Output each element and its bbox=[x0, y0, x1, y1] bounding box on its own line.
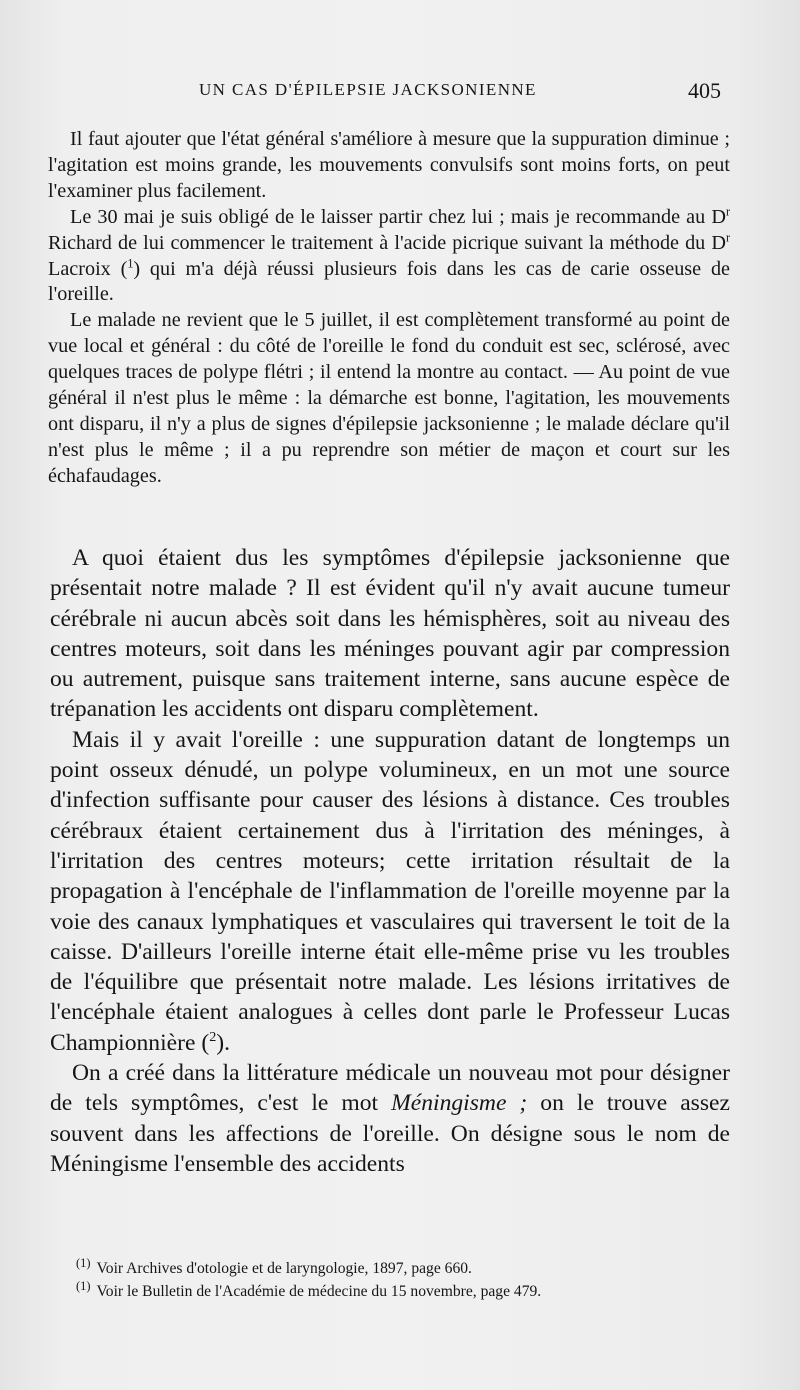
paragraph: Il faut ajouter que l'état général s'améliore à mesure que la suppuration diminue ; l'agitation est moins grande, les mouvements convulsifs sont moins forts, on peut l'examiner plus facilement. bbox=[48, 128, 730, 202]
footnote-mark: (1) bbox=[76, 1255, 91, 1270]
case-report-text bbox=[48, 127, 730, 490]
footnote-mark: (1) bbox=[76, 1278, 91, 1293]
paragraph: On a créé dans la littérature médicale un nouveau mot pour désigner de tels symptômes, c'est le mot Méningisme ; on le trouve assez souvent dans les affections de l'oreille. On désigne sous le nom de Méningisme l'ensemble des accidents bbox=[50, 1060, 730, 1177]
running-title: UN CAS D'ÉPILEPSIE JACKSONIENNE bbox=[199, 80, 537, 99]
footnote bbox=[76, 1280, 736, 1303]
italic-term: Méningisme ; bbox=[391, 1090, 528, 1117]
page-number: 405 bbox=[688, 78, 721, 103]
footnote-text: Voir le Bulletin de l'Académie de médecine du 15 novembre, page 479. bbox=[96, 1283, 542, 1300]
paragraph: Le malade ne revient que le 5 juillet, il est complètement transformé au point de vue local et général : du côté de l'oreille le fond du conduit est sec, sclérosé, avec quelques traces de polype flétri ; il entend la montre au contact. — Au point de vue général il n'est plus le même : la démarche est bonne, l'agitation, les mouvements ont disparu, il n'y a plus de signes d'épilepsie jacksonienne ; le malade déclare qu'il n'est plus le même ; il a pu reprendre son métier de maçon et court sur les échafaudages. bbox=[48, 309, 730, 487]
footnote-reference: 1 bbox=[127, 255, 134, 270]
footnote-text: Voir Archives d'otologie et de laryngologie, 1897, page 660. bbox=[96, 1260, 472, 1277]
footnote bbox=[76, 1257, 736, 1280]
paragraph: A quoi étaient dus les symptômes d'épilepsie jacksonienne que présentait notre malade ? Il est évident qu'il n'y avait aucune tumeur cérébrale ni aucun abcès soit dans les hémisphères, soit au niveau des centres moteurs, soit dans les méninges pouvant agir par compression ou autrement, puisque sans traitement interne, sans aucune espèce de trépanation les accidents ont disparu complètement. bbox=[50, 545, 730, 723]
footnote-reference: 2 bbox=[209, 1028, 217, 1045]
footnotes bbox=[76, 1257, 736, 1303]
paragraph: Mais il y avait l'oreille : une suppuration datant de longtemps un point osseux dénudé, un polype volumineux, en un mot une source d'infection suffisante pour causer des lésions à distance. Ces troubles cérébraux étaient certainement dus à l'irritation des méninges, à l'irritation des centres moteurs; cette irritation résultait de la propagation à l'encéphale de l'inflammation de l'oreille moyenne par la voie des canaux lymphatiques et vasculaires qui traversent le toit de la caisse. D'ailleurs l'oreille interne était elle-même prise vu les troubles de l'équilibre que présentait notre malade. Les lésions irritatives de l'encéphale étaient analogues à celles dont parle le Professeur Lucas Championnière ($^2$). bbox=[50, 726, 730, 1056]
discussion-text bbox=[50, 543, 730, 1179]
page-header bbox=[0, 80, 800, 110]
paragraph: Le 30 mai je suis obligé de le laisser partir chez lui ; mais je recommande au $D^r$ Richard de lui commencer le traitement à l'acide picrique suivant la méthode du $D^r$ Lacroix ($^1$) qui m'a déjà réussi plusieurs fois dans les cas de carie osseuse de l'oreille. bbox=[48, 203, 730, 306]
